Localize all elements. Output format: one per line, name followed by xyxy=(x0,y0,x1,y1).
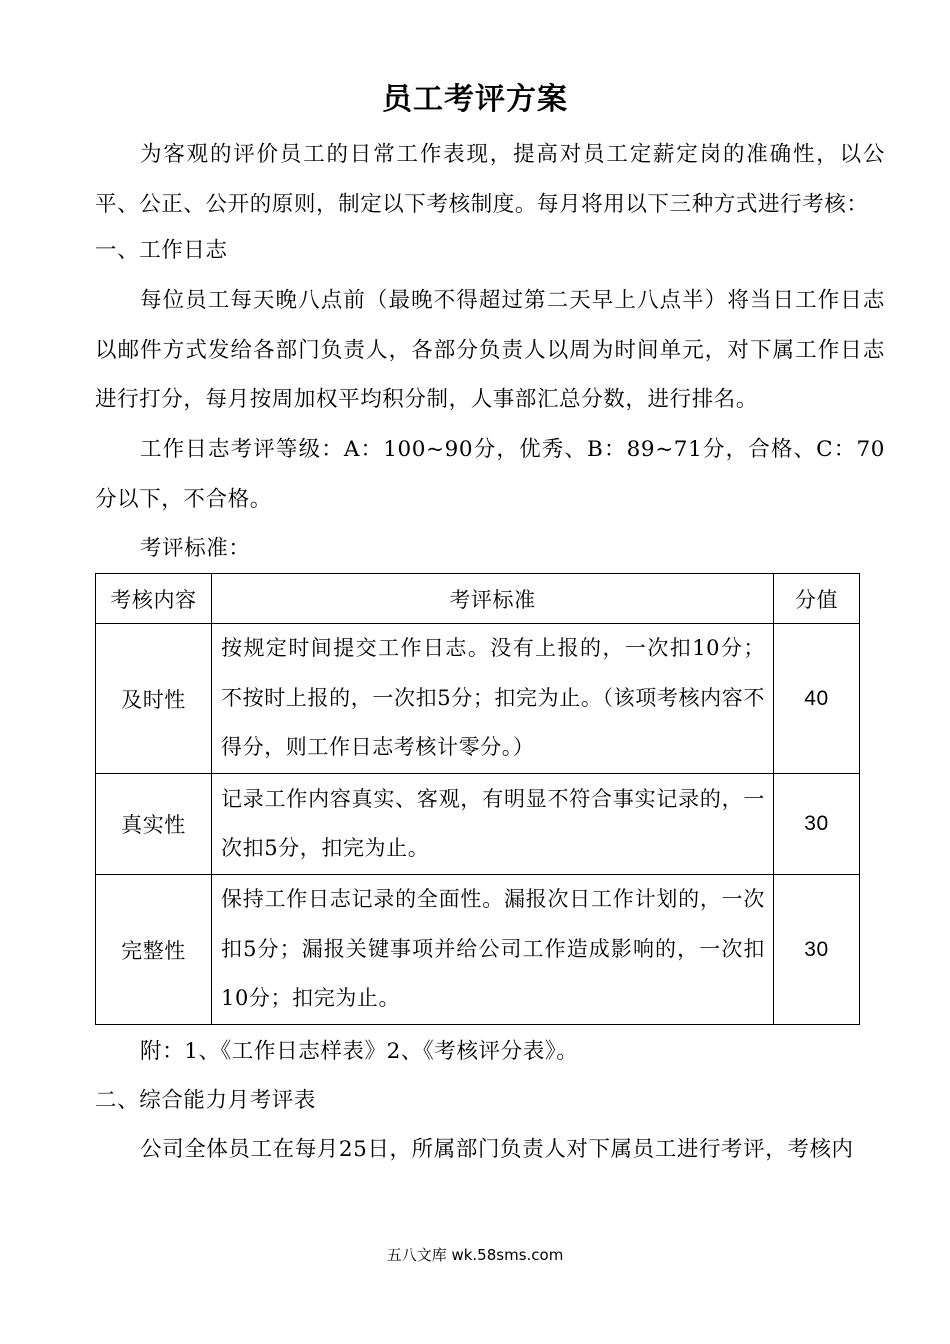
intro-paragraph: 为客观的评价员工的日常工作表现，提高对员工定薪定岗的准确性，以公平、公正、公开的原则，制定以下考核制度。每月将用以下三种方式进行考核： xyxy=(95,142,885,217)
header-standard: 考评标准 xyxy=(212,574,774,624)
row-standard: 保持工作日志记录的全面性。漏报次日工作计划的，一次扣5分；漏报关键事项并给公司工作造成影响的，一次扣10分；扣完为止。 xyxy=(212,875,774,1025)
row-standard: 按规定时间提交工作日志。没有上报的，一次扣10分；不按时上报的，一次扣5分；扣完为止。（该项考核内容不得分，则工作日志考核计零分。） xyxy=(212,624,774,774)
grading-paragraph: 工作日志考评等级：A：100~90分，优秀、B：89~71分，合格、C：70分以下，不合格。 xyxy=(95,437,885,512)
row-score: 30 xyxy=(774,774,860,875)
section-1-heading: 一、工作日志 xyxy=(95,238,228,263)
table-header-row xyxy=(96,574,860,624)
table-row xyxy=(96,624,860,774)
row-score: 40 xyxy=(774,624,860,774)
attachment-note: 附：1、《工作日志样表》2、《考核评分表》。 xyxy=(140,1039,579,1064)
row-score: 30 xyxy=(774,875,860,1025)
table-row xyxy=(96,774,860,875)
row-item: 真实性 xyxy=(96,774,212,875)
criteria-label: 考评标准： xyxy=(140,536,251,561)
header-score: 分值 xyxy=(774,574,860,624)
document-title: 员工考评方案 xyxy=(382,82,568,117)
row-item: 完整性 xyxy=(96,875,212,1025)
monthly-review-paragraph: 公司全体员工在每月25日，所属部门负责人对下属员工进行考评，考核内 xyxy=(140,1137,854,1162)
header-item: 考核内容 xyxy=(96,574,212,624)
section-2-heading: 二、综合能力月考评表 xyxy=(95,1088,317,1113)
row-item: 及时性 xyxy=(96,624,212,774)
footer-watermark: 五八文库 wk.58sms.com xyxy=(386,1246,564,1264)
work-log-paragraph: 每位员工每天晚八点前（最晚不得超过第二天早上八点半）将当日工作日志以邮件方式发给各部门负责人，各部分负责人以周为时间单元，对下属工作日志进行打分，每月按周加权平均积分制，人事部汇总分数，进行排名。 xyxy=(95,288,885,412)
criteria-table xyxy=(95,573,860,1025)
table-row xyxy=(96,875,860,1025)
row-standard: 记录工作内容真实、客观，有明显不符合事实记录的，一次扣5分，扣完为止。 xyxy=(212,774,774,875)
